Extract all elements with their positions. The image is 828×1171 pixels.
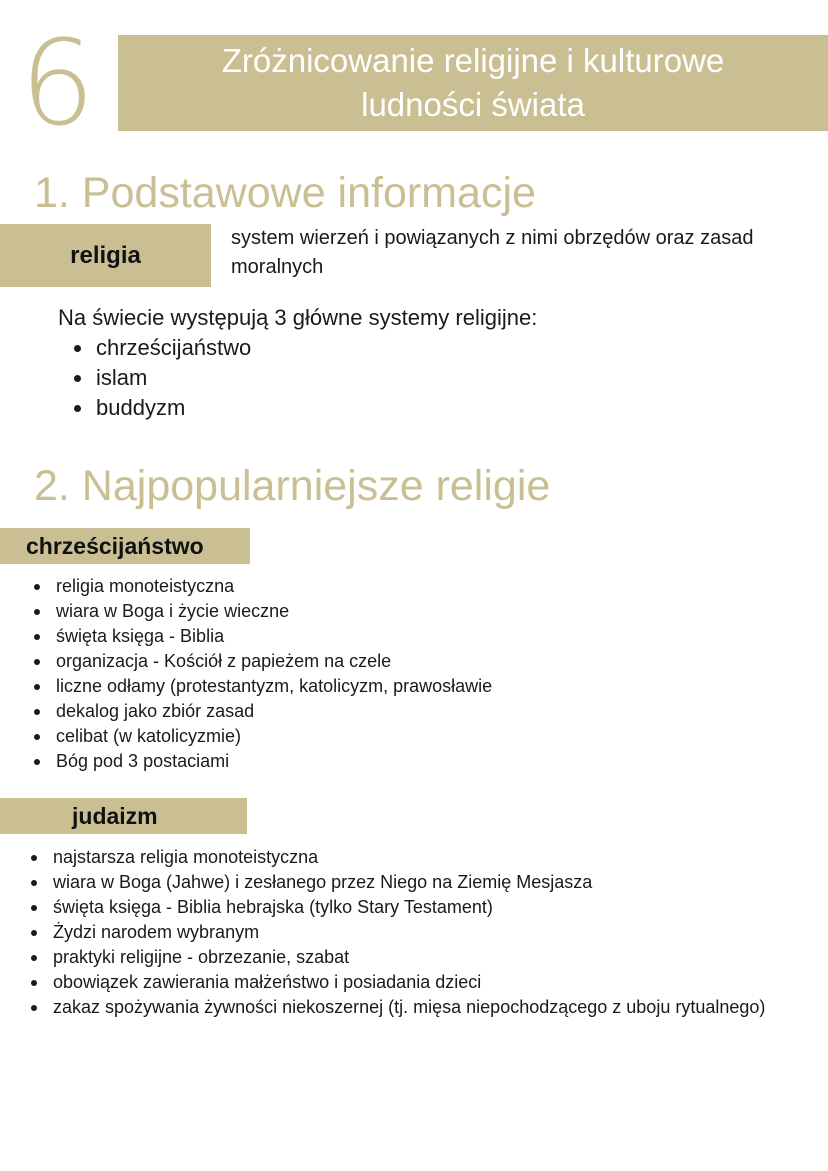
definition-term: religia [0,224,211,287]
list-item: najstarsza religia monoteistyczna [29,845,765,870]
chapter-number: 6 [20,14,96,152]
chapter-title-banner [118,35,828,131]
list-item: wiara w Boga (Jahwe) i zesłanego przez Niego na Ziemię Mesjasza [29,870,765,895]
chapter-title-line2: ludności świata [361,86,585,123]
list-item: wiara w Boga i życie wieczne [32,599,492,624]
list-item: chrześcijaństwo [72,333,251,363]
section2-heading: 2. Najpopularniejsze religie [34,462,551,510]
list-item: islam [72,363,251,393]
list-item: religia monoteistyczna [32,574,492,599]
christianity-facts-list [32,574,492,774]
list-item: Bóg pod 3 postaciami [32,749,492,774]
list-item: zakaz spożywania żywności niekoszernej (tj. mięsa niepochodzącego z uboju rytualnego) [29,995,765,1020]
judaism-facts-list [29,845,765,1020]
list-item: liczne odłamy (protestantyzm, katolicyzm, prawosławie [32,674,492,699]
list-item: organizacja - Kościół z papieżem na czele [32,649,492,674]
religion-label-judaism: judaizm [0,798,247,834]
list-item: święta księga - Biblia hebrajska (tylko Stary Testament) [29,895,765,920]
chapter-title-line1: Zróżnicowanie religijne i kulturowe [221,42,725,79]
list-item: buddyzm [72,393,251,423]
religious-systems-intro: Na świecie występują 3 główne systemy religijne: [58,305,538,330]
religion-label-christianity: chrześcijaństwo [0,528,250,564]
list-item: celibat (w katolicyzmie) [32,724,492,749]
list-item: praktyki religijne - obrzezanie, szabat [29,945,765,970]
list-item: dekalog jako zbiór zasad [32,699,492,724]
definition-text: system wierzeń i powiązanych z nimi obrzędów oraz zasad moralnych [231,227,754,278]
list-item: Żydzi narodem wybranym [29,920,765,945]
list-item: święta księga - Biblia [32,624,492,649]
list-item: obowiązek zawierania małżeństwo i posiadania dzieci [29,970,765,995]
section1-heading: 1. Podstawowe informacje [34,169,536,217]
religious-systems-list [72,333,251,423]
